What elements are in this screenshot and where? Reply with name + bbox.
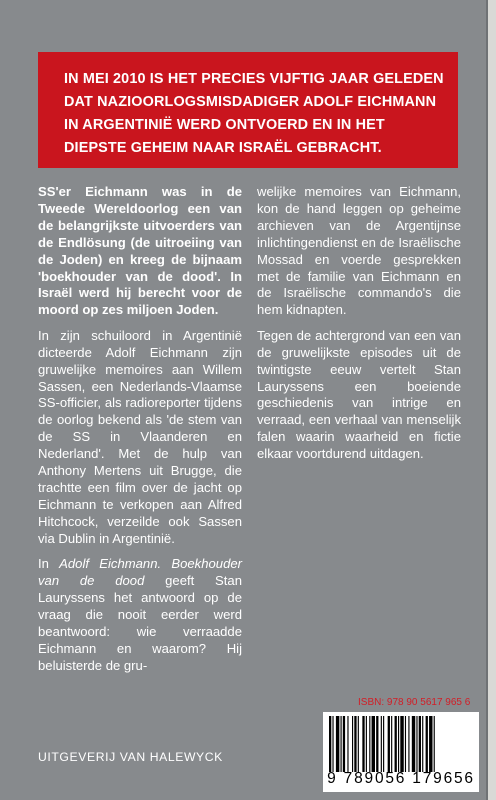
banner-text: IN MEI 2010 IS HET PRECIES VIJFTIG JAAR GELEDEN DAT NAZIOORLOGSMISDADIGER ADOLF EICHMANN IN ARGENTINIË WERD ONTVOERD EN IN HET DIEPSTE GEHEIM NAAR ISRAËL GEBRACHT. — [64, 71, 444, 156]
right-column — [257, 184, 461, 472]
body-text: In — [38, 556, 60, 572]
body-paragraph: In zijn schuiloord in Argentinië dicteerde Adolf Eichmann zijn gruwelijke memoires aan Willem Sassen, een Nederlands-Vlaamse SS-officier, als radioreporter tijdens de oorlog bekend als 'de stem van de SS in Vlaanderen en Nederland'. Met de hulp van Anthony Mertens uit Brugge, die trachtte een film over de jacht op Eichmann te verkopen aan Alfred Hitchcock, verzeilde ook Sassen via Dublin in Argentinië. — [38, 327, 242, 546]
body-paragraph — [38, 556, 242, 674]
book-title: Adolf Eichmann. Boekhouder van de dood — [38, 556, 242, 589]
page-edge — [488, 0, 496, 800]
barcode-icon — [329, 716, 473, 772]
body-paragraph: Tegen de achtergrond van een van de gruwelijkste episodes uit de twintigste eeuw vertelt Stan Lauryssens een boeiende geschiedenis van intrige en verraad, een verhaal van menselijk falen waarin waarheid en fictie elkaar voortdurend uitdagen. — [257, 327, 461, 462]
highlight-banner — [38, 52, 458, 168]
body-text: geeft Stan Lauryssens het antwoord op de vraag die nooit eerder werd beantwoord: wie verraadde Eichmann en waarom? Hij beluisterde de gru- — [38, 573, 242, 673]
left-column — [38, 184, 242, 683]
barcode-number: 9 789056 179656 — [327, 770, 475, 787]
isbn-label: ISBN: 978 90 5617 965 6 — [358, 697, 471, 708]
publisher-name: UITGEVERIJ VAN HALEWYCK — [38, 750, 223, 764]
barcode — [323, 712, 479, 792]
body-paragraph: welijke memoires van Eichmann, kon de hand leggen op geheime archieven van de Argentijnse inlichtingendienst en de Israëlische Mossad en voerde gesprekken met de familie van Eichmann en de Israëlische commando's die hem kidnapten. — [257, 184, 461, 318]
intro-paragraph: SS'er Eichmann was in de Tweede Wereldoorlog een van de belangrijkste uitvoerders van de Endlösung (de uitroeiing van de Joden) en kreeg de bijnaam 'boekhouder van de dood'. In Israël werd hij berecht voor de moord op zes miljoen Joden. — [38, 184, 242, 318]
